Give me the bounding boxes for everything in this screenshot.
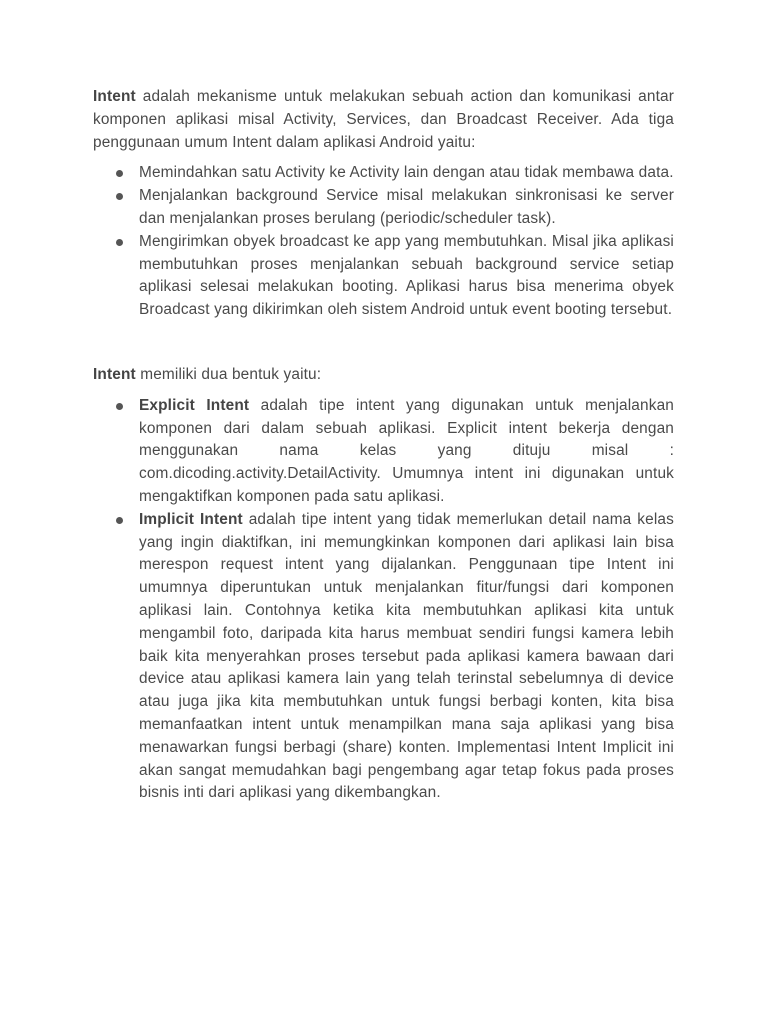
- intent-forms-list: [93, 395, 674, 805]
- list-item-text: Mengirimkan obyek broadcast ke app yang membutuhkan. Misal jika aplikasi membutuhkan proses menjalankan sebuah background service setiap aplikasi selesai melakukan booting. Aplikasi harus bisa menerima obyek Broadcast yang dikirimkan oleh sistem Android untuk event booting tersebut.: [139, 232, 674, 319]
- list-item-text: Memindahkan satu Activity ke Activity lain dengan atau tidak membawa data.: [139, 164, 674, 182]
- intro-term: Intent: [93, 88, 136, 105]
- document-page: [93, 86, 674, 805]
- list-item-text: Menjalankan background Service misal melakukan sinkronisasi ke server dan menjalankan proses berulang (periodic/scheduler task).: [139, 187, 674, 227]
- list-item: [93, 185, 674, 231]
- list-item-implicit-intent: [93, 509, 674, 805]
- bullet-icon: [116, 239, 123, 246]
- list-item-explicit-intent: [93, 395, 674, 509]
- implicit-intent-text: adalah tipe intent yang tidak memerlukan detail nama kelas yang ingin diaktifkan, ini memungkinkan komponen dari aplikasi lain bisa merespon request intent yang dijalankan. Penggunaan tipe Intent ini umumnya diperuntukan untuk menjalankan fitur/fungsi dari komponen aplikasi lain. Contohnya ketika kita membutuhkan aplikasi kita untuk mengambil foto, daripada kita harus membuat sendiri fungsi kamera lebih baik kita menyerahkan proses tersebut pada aplikasi kamera bawaan dari device atau aplikasi kamera lain yang telah terinstal sebelumnya di device atau juga jika kita membutuhkan untuk fungsi berbagi konten, kita bisa memanfaatkan intent untuk menampilkan mana saja aplikasi yang bisa menawarkan fungsi berbagi (share) konten. Implementasi Intent Implicit ini akan sangat memudahkan bagi pengembang agar tetap fokus pada proses bisnis inti dari aplikasi yang dikembangkan.: [139, 510, 674, 802]
- bullet-icon: [116, 170, 123, 177]
- forms-intro-text: memiliki dua bentuk yaitu:: [135, 365, 322, 383]
- bullet-icon: [116, 517, 123, 524]
- intro-paragraph: [93, 86, 674, 154]
- explicit-intent-term: Explicit Intent: [139, 396, 250, 414]
- forms-intro-paragraph: [93, 364, 674, 387]
- implicit-intent-term: Implicit Intent: [139, 510, 243, 528]
- intro-text: adalah mekanisme untuk melakukan sebuah action dan komunikasi antar komponen aplikasi misal Activity, Services, dan Broadcast Receiver. Ada tiga penggunaan umum Intent dalam aplikasi Android yaitu:: [93, 88, 674, 151]
- bullet-icon: [116, 193, 123, 200]
- intent-uses-list: [93, 162, 674, 322]
- list-item: [93, 162, 674, 185]
- bullet-icon: [116, 403, 123, 410]
- list-item: [93, 231, 674, 322]
- forms-intro-term: Intent: [93, 365, 136, 383]
- explicit-intent-text: adalah tipe intent yang digunakan untuk menjalankan komponen dari dalam sebuah aplikasi. Explicit intent bekerja dengan menggunakan nama kelas yang dituju misal : com.dicoding.activity.DetailActivity. Umumnya intent ini digunakan untuk mengaktifkan komponen pada satu aplikasi.: [139, 396, 674, 505]
